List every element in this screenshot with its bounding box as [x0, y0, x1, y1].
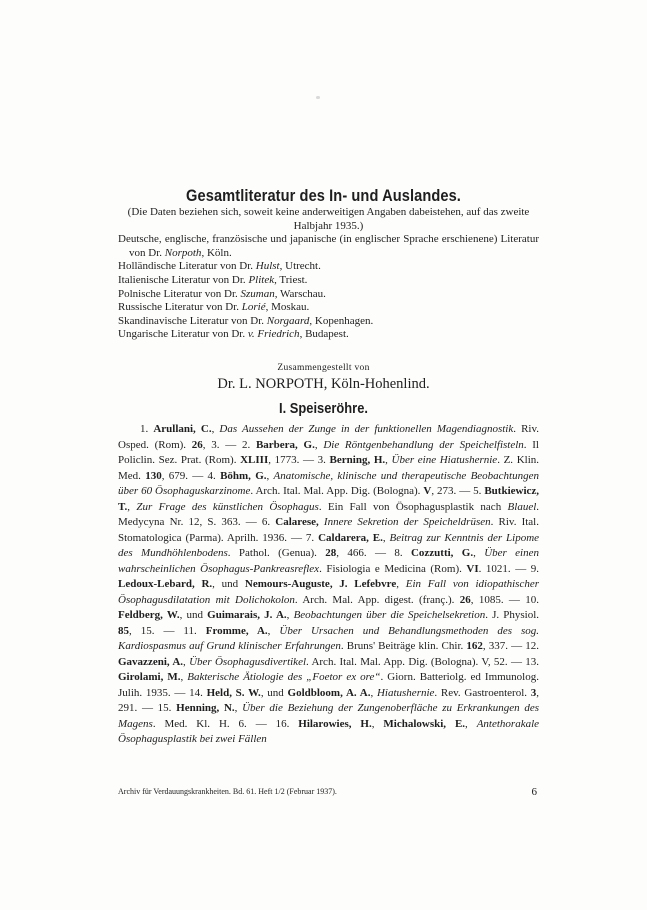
contributor-russische: Russische Literatur von Dr. Lorié, Moskau. [118, 301, 310, 314]
compiler-name: Dr. L. NORPOTH, Köln-Hohenlind. [217, 376, 430, 392]
reference-9: 9. Ledoux-Lebard, R., und Nemours-Auguste, J. Lefebvre, Ein Fall von idiopathischer Ösophagusdilatation mit Dolichokolon. Arch. Mal. App. digest. (franç.). 26, 1085. — [118, 562, 540, 606]
reference-15: 15. Henning, N., Über die Beziehung der Zungenoberfläche zu Erkrankungen des Magens. Med. Kl. H. 6. — [118, 702, 540, 730]
reference-16: 16. Hilarowies, H., Michalowski, E., Antethorakale Ösophagusplastik bei zwei Fällen [118, 717, 540, 745]
reference-14: 14. Held, S. W., und Goldbloom, A. A., Hiatushernie. Rev. Gastroenterol. 3, 291. — [118, 686, 539, 714]
reference-4: 4. Böhm, G., Anatomische, klinische und therapeutische Beobachtungen über 60 Ösophaguskarzinome. Arch. Ital. Mal. App. Dig. (Bologna). V, 273. — [118, 469, 539, 497]
contributor-italienische: Italienische Literatur von Dr. Plitek, Triest. [118, 273, 308, 286]
contributor-name: Lorié [241, 301, 266, 314]
contributor-name: v. Friedrich [247, 328, 300, 341]
contributor-polnische: Polnische Literatur von Dr. Szuman, Warschau. [118, 287, 326, 300]
compiled-by-label: Zusammengestellt von [277, 363, 370, 373]
reference-10: 10. Feldberg, W., und Guimarais, J. A., Beobachtungen über die Speichelsekretion. J. Physiol. 85, 15. — [118, 593, 540, 637]
bibliography-text [118, 422, 539, 748]
page-number: 6 [531, 786, 537, 798]
intro-block [118, 206, 539, 342]
reference-8: 8. Cozzutti, G., Über einen wahrscheinlichen Ösophagus-Pankreasreflex. Fisiologia e Medicina (Rom). VI. 1021. — [118, 547, 539, 575]
page-footer [118, 787, 539, 796]
contributor-name: Szuman [240, 287, 275, 300]
reference-13: 13. Girolami, M., Bakterische Ätiologie des „Foetor ex ore“. Giorn. Batteriolg. ed Immunolog. Julih. 1935. — [118, 655, 539, 699]
contributor-name: Hulst [255, 260, 280, 273]
contributor-name: Norpoth [164, 246, 202, 259]
contributor-hollaendische: Holländische Literatur von Dr. Hulst, Utrecht. [118, 260, 321, 273]
section-heading: I. Speiseröhre. [279, 400, 368, 417]
reference-1: 1. Arullani, C., Das Aussehen der Zunge in der funktionellen Magendiagnostik. Riv. Osped. (Rom). 26, 3. — [118, 423, 539, 451]
contributor-name: Plitek [248, 273, 275, 286]
reference-7: 7. Caldarera, E., Beitrag zur Kenntnis der Lipome des Mundhöhlenbodens. Pathol. (Genua). 28, 466. — [118, 531, 540, 559]
contributor-deutsche: Deutsche, englische, französische und japanische (in englischer Sprache erschienene) Literatur von Dr. Norpoth, Köln. [118, 233, 539, 259]
reference-2: 2. Barbera, G., Die Röntgenbehandlung der Speichelfisteln. Il Policlin. Sez. Prat. (Rom). XLIII, 1773. — [118, 438, 539, 466]
contributor-name: Norgaard [266, 314, 310, 327]
date-note: (Die Daten beziehen sich, soweit keine anderweitigen Angaben dabeistehen, auf das zweite Halbjahr 1935.) [127, 206, 530, 232]
reference-3: 3. Berning, H., Über eine Hiatushernie. Z. Klin. Med. 130, 679. — [118, 454, 539, 482]
contributor-ungarische: Ungarische Literatur von Dr. v. Friedrich, Budapest. [118, 328, 349, 341]
reference-6: 6. Calarese, Innere Sekretion der Speicheldrüsen. Riv. Ital. Stomatologica (Parma). Aprilh. 1936. — [118, 516, 539, 544]
reference-12: 12. Gavazzeni, A., Über Ösophagusdivertikel. Arch. Ital. Mal. App. Dig. (Bologna). V, 52. — [118, 640, 539, 668]
reference-11: 11. Fromme, A., Über Ursachen und Behandlungsmethoden des sog. Kardiospasmus auf Grund klinischer Erfahrungen. Bruns' Beiträge klin. Chir. 162, 337. — [118, 624, 540, 652]
document-title: Gesamtliteratur des In- und Auslandes. [186, 186, 461, 205]
contributor-skandinavische: Skandinavische Literatur von Dr. Norgaard, Kopenhagen. [118, 314, 374, 327]
reference-5: 5. Butkiewicz, T., Zur Frage des künstlichen Ösophagus. Ein Fall von Ösophagusplastik nach Blauel. Medycyna Nr. 12, S. 363. — [118, 485, 540, 528]
scan-speck [316, 96, 320, 99]
journal-citation: Archiv für Verdauungskrankheiten. Bd. 61. Heft 1/2 (Februar 1937). [118, 787, 337, 796]
